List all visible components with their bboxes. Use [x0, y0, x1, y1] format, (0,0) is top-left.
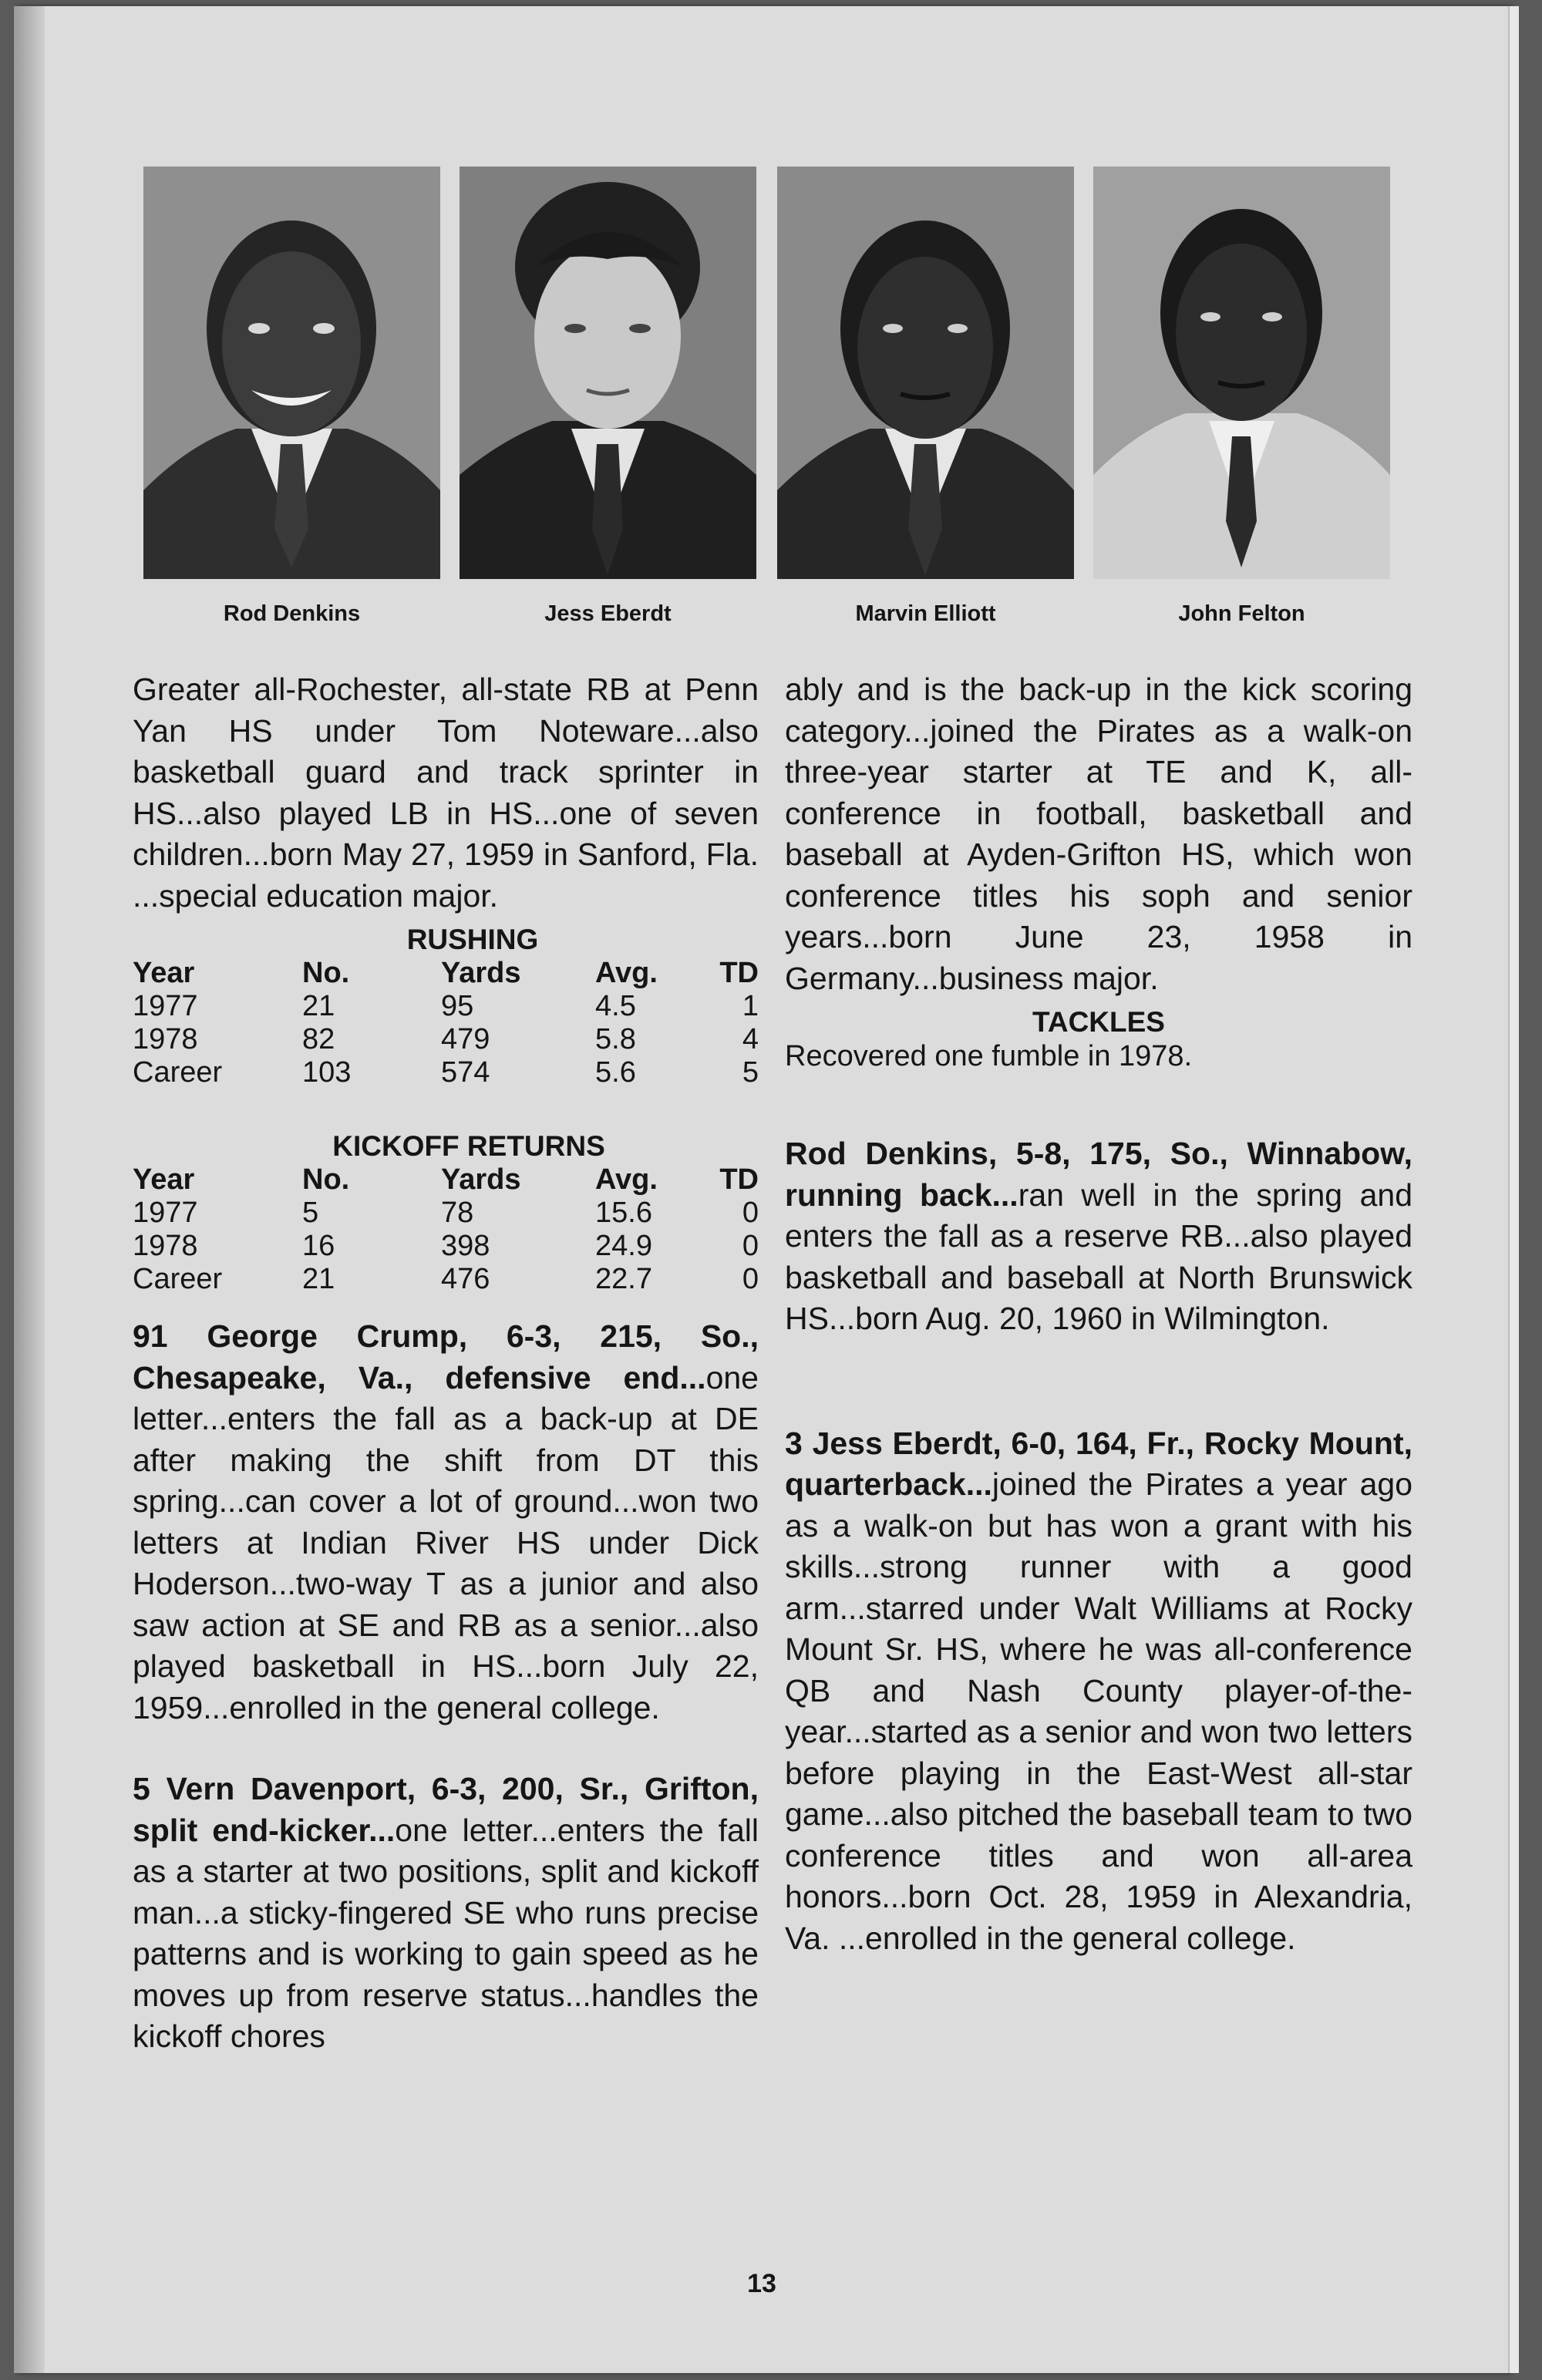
bio-rod-denkins [785, 1133, 1412, 1340]
bio-body: one letter...enters the fall as a starter at two positions, split and kickoff man...a sticky-fingered SE who runs precise patterns and is working to gain speed as he moves up from reserve status...handles the kickoff chores [133, 1812, 759, 2054]
col-header-no: No. [302, 1163, 350, 1196]
table-cell: 15.6 [595, 1197, 652, 1229]
table-cell: 16 [302, 1230, 335, 1262]
col-header-year: Year [133, 1163, 195, 1196]
bio-header: 91 George Crump, 6-3, 215, So., Chesapeake, Va., defensive end... [133, 1318, 759, 1395]
table-row [133, 1230, 759, 1263]
col-header-avg: Avg. [595, 1163, 658, 1196]
table-row [133, 1056, 759, 1089]
rushing-table [133, 957, 759, 1089]
left-column [133, 669, 759, 2058]
table-cell: 0 [742, 1230, 759, 1262]
table-cell: 21 [302, 990, 335, 1022]
bio-body: ran well in the spring and enters the fall as a reserve RB...also played basketball and baseball at North Brunswick HS...born Aug. 20, 1960 in Wilmington. [785, 1177, 1412, 1336]
table-cell: 0 [742, 1197, 759, 1229]
table-cell: 574 [441, 1056, 490, 1089]
caption-rod-denkins: Rod Denkins [223, 601, 361, 626]
table-cell: 95 [441, 990, 474, 1022]
col-header-yards: Yards [441, 957, 521, 989]
table-cell: 4.5 [595, 990, 636, 1022]
intro-paragraph: Greater all-Rochester, all-state RB at Penn Yan HS under Tom Noteware...also basketball guard and track sprinter in HS...also played LB in HS...one of seven children...born May 27, 1959 in Sanford, Fla. ...special education major. [133, 672, 759, 914]
table-cell: 5.8 [595, 1023, 636, 1055]
table-cell: 24.9 [595, 1230, 652, 1262]
table-row [133, 1023, 759, 1056]
photo-marvin-elliott [777, 167, 1074, 579]
table-cell: 4 [742, 1023, 759, 1055]
photo-jess-eberdt [460, 167, 756, 579]
binding-spine [14, 6, 45, 2373]
kickoff-returns-table [133, 1163, 759, 1296]
table-cell: 5 [742, 1056, 759, 1089]
table-cell: 78 [441, 1197, 474, 1229]
table-cell: 22.7 [595, 1263, 652, 1295]
table-cell: Career [133, 1056, 223, 1089]
bio-header: 3 Jess Eberdt, 6-0, 164, Fr., Rocky Mount, quarterback... [785, 1425, 1412, 1502]
bio-jess-eberdt [785, 1423, 1412, 1960]
photo-john-felton [1093, 167, 1390, 579]
col-header-td: TD [719, 957, 759, 989]
bio-vern-davenport [133, 1769, 759, 2058]
bio-header: Rod Denkins, 5-8, 175, So., Winnabow, running back... [785, 1136, 1412, 1213]
kickoff-header-row [133, 1163, 759, 1197]
col-header-avg: Avg. [595, 957, 658, 989]
rushing-heading: RUSHING [406, 924, 539, 955]
caption-marvin-elliott: Marvin Elliott [855, 601, 996, 626]
tackles-heading: TACKLES [1032, 1006, 1165, 1038]
table-cell: Career [133, 1263, 223, 1295]
table-cell: 82 [302, 1023, 335, 1055]
bio-george-crump [133, 1316, 759, 1729]
col-header-year: Year [133, 957, 195, 989]
table-cell: 21 [302, 1263, 335, 1295]
bio-header: 5 Vern Davenport, 6-3, 200, Sr., Grifton, split end-kicker... [133, 1771, 759, 1848]
rushing-header-row [133, 957, 759, 990]
table-cell: 103 [302, 1056, 352, 1089]
table-cell: 5.6 [595, 1056, 636, 1089]
table-cell: 1978 [133, 1023, 198, 1055]
table-cell: 0 [742, 1263, 759, 1295]
kickoff-returns-heading: KICKOFF RETURNS [332, 1130, 605, 1162]
photo-rod-denkins [143, 167, 440, 579]
table-cell: 1977 [133, 990, 198, 1022]
tackles-text: Recovered one fumble in 1978. [785, 1040, 1193, 1072]
table-cell: 479 [441, 1023, 490, 1055]
table-cell: 1977 [133, 1197, 198, 1229]
table-row [133, 1263, 759, 1296]
col-header-no: No. [302, 957, 350, 989]
table-cell: 476 [441, 1263, 490, 1295]
table-row [133, 990, 759, 1023]
bio-body: joined the Pirates a year ago as a walk-on but has won a grant with his skills...strong runner with a good arm...starred under Walt Williams at Rocky Mount Sr. HS, where he was all-conference QB and Nash County player-of-the-year...started as a senior and won two letters before playing in the East-West all-star game...also pitched the baseball team to two conference titles and won all-area honors...born Oct. 28, 1959 in Alexandria, Va. ...enrolled in the general college. [785, 1466, 1412, 1956]
page-number: 13 [747, 2269, 776, 2298]
caption-jess-eberdt: Jess Eberdt [544, 601, 672, 626]
table-cell: 398 [441, 1230, 490, 1262]
table-row [133, 1197, 759, 1230]
page-edge [1508, 6, 1519, 2373]
bio-body: one letter...enters the fall as a back-up at DE after making the shift from DT this spring...can cover a lot of ground...won two letters at Indian River HS under Dick Hoderson...two-way T as a junior and also saw action at SE and RB as a senior...also played basketball in HS...born July 22, 1959...enrolled in the general college. [133, 1359, 759, 1725]
col-header-td: TD [719, 1163, 759, 1196]
caption-john-felton: John Felton [1178, 601, 1305, 626]
table-cell: 5 [302, 1197, 319, 1229]
table-cell: 1978 [133, 1230, 198, 1262]
page [14, 6, 1510, 2373]
col-header-yards: Yards [441, 1163, 521, 1196]
table-cell: 1 [742, 990, 759, 1022]
continued-paragraph: ably and is the back-up in the kick scoring category...joined the Pirates as a walk-on three-year starter at TE and K, all-conference in football, basketball and baseball at Ayden-Grifton HS, which won conference titles his soph and senior years...born June 23, 1958 in Germany...business major. [785, 672, 1412, 996]
right-column [785, 669, 1412, 1959]
